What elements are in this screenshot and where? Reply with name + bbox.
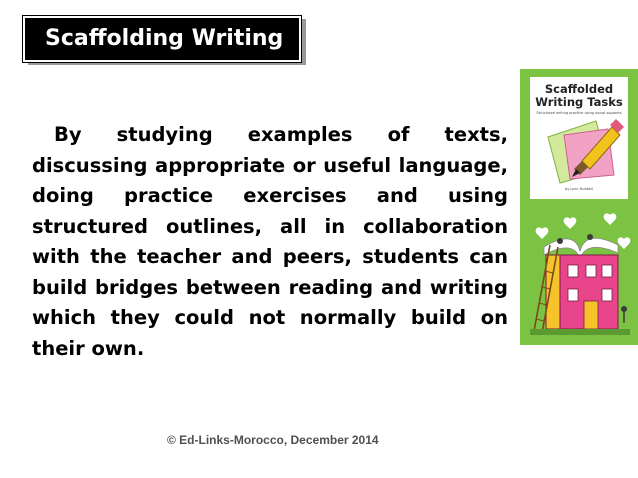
slide-body-text: By studying examples of texts, discussing appropriate or useful language, doing practice exercises and using structured outlines, all in collaboration with the teacher and peers, students can build bridges between reading and writing which they could not normally build on their own. [32,123,508,360]
heart-icon [536,227,549,239]
book-cover-author: by Lynn Hubbell [564,187,594,191]
book-cover-title-line1: Scaffolded [544,82,614,96]
book-cover-image [520,69,638,345]
heart-icon [564,217,577,229]
slide-title-box [23,16,301,62]
heart-icon [604,213,617,225]
heart-icon [618,237,631,249]
book-cover-subtitle: Structured writing practice using visual supports [536,111,622,115]
book-cover-title-line2: Writing Tasks [535,95,623,109]
copyright-footer: © Ed-Links-Morocco, December 2014 [167,433,379,447]
slide-title: Scaffolding Writing [45,26,284,51]
book-house-illustration [520,69,638,345]
